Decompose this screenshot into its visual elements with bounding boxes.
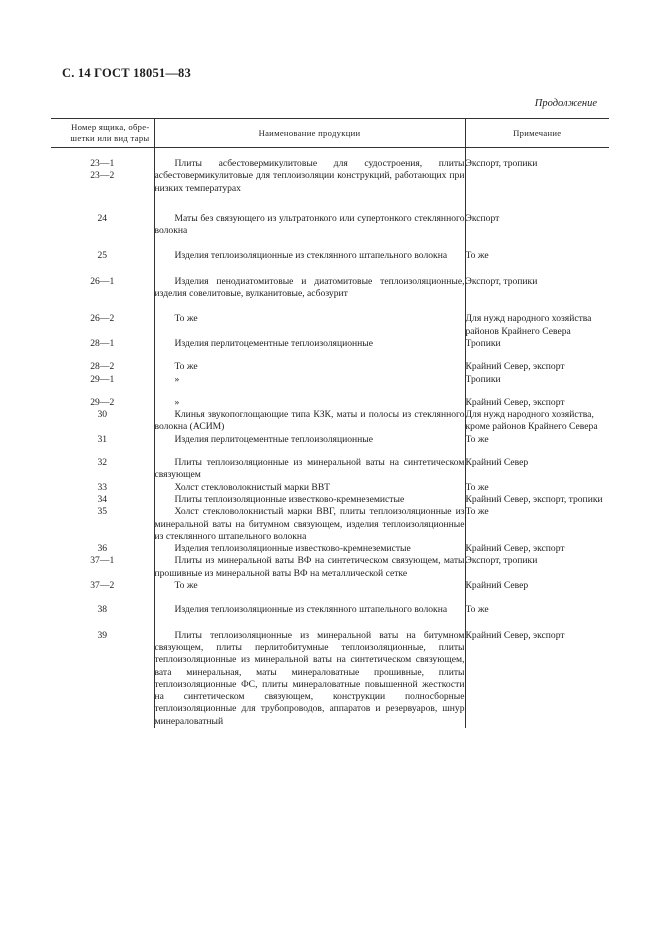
note-text: Экспорт, тропики (465, 555, 538, 567)
product-name-cell (154, 361, 465, 373)
row-number: 34 (97, 493, 108, 505)
note-text: Крайний Север (465, 580, 529, 592)
note-cell (465, 397, 609, 409)
table-row (51, 506, 609, 543)
product-name: Плиты теплоизоляционные известково-кремнеземистые (174, 493, 405, 505)
row-number-cell (51, 148, 154, 213)
row-number: 39 (97, 629, 108, 641)
note-text: Крайний Север, экспорт (465, 396, 565, 408)
product-name: Изделия теплоизоляционные из стеклянного штапельного волокна (174, 250, 448, 262)
row-number-cell (51, 555, 154, 580)
product-name-cell (154, 313, 465, 338)
product-name: Изделия теплоизоляционные из стеклянного штапельного волокна (174, 604, 448, 616)
row-number-cell (51, 213, 154, 251)
row-number-cell (51, 276, 154, 314)
note-cell (465, 604, 609, 629)
product-name: Изделия перлитоцементные теплоизоляционные (174, 433, 373, 445)
note-cell (465, 374, 609, 397)
note-cell (465, 482, 609, 494)
page-header-title: С. 14 ГОСТ 18051—83 (62, 66, 191, 80)
product-name-cell (154, 580, 465, 604)
product-name-cell (154, 434, 465, 457)
product-name: Плиты теплоизоляционные из минеральной ваты на битумном связующем, плиты перлитобитумные теплоизоляционные, плиты теплоизоляционные из минеральной ваты на синтетическом связующем, вата минеральная, маты минераловатные прошивные, плиты теплоизоляционные ФС, плиты минераловатные повышенной жесткости на синтетическом связующем, конструкции полносборные теплоизоляционные для трубопроводов, аппаратов и резервуаров, шнур минераловатный (154, 629, 465, 727)
row-number: 32 (97, 457, 108, 469)
row-number: 30 (97, 409, 108, 421)
table-row (51, 543, 609, 555)
row-number: 26—1 (90, 275, 115, 287)
note-cell (465, 494, 609, 506)
row-number-cell (51, 374, 154, 397)
row-number-cell (51, 630, 154, 728)
product-name: » (174, 396, 180, 408)
products-table (51, 118, 609, 728)
note-text: Крайний Север, экспорт (465, 543, 565, 555)
table-row (51, 555, 609, 580)
note-text: Тропики (465, 373, 501, 385)
product-name: Плиты асбестовермикулитовые для судостроения, плиты асбестовермикулитовые для теплоизоляции конструкций, работающих при низких температурах (154, 158, 465, 194)
note-text: То же (465, 433, 489, 445)
product-name-cell (154, 213, 465, 251)
note-text: Экспорт (465, 212, 500, 224)
row-number-cell (51, 434, 154, 457)
product-name-cell (154, 338, 465, 361)
row-number: 28—1 (90, 337, 115, 349)
note-text: Для нужд народного хозяйства районов Крайнего Севера (465, 313, 592, 337)
row-number-cell (51, 361, 154, 373)
row-number: 38 (97, 604, 108, 616)
product-name-cell (154, 409, 465, 434)
product-name: Изделия пенодиатомитовые и диатомитовые теплоизоляционные, изделия совелитовые, вулканитовые, асбозурит (154, 275, 465, 300)
table-row (51, 338, 609, 361)
row-number-cell (51, 250, 154, 275)
note-text: Крайний Север, экспорт, тропики (465, 493, 603, 505)
note-cell (465, 250, 609, 275)
row-number-cell (51, 338, 154, 361)
product-name: То же (174, 313, 198, 325)
table-row (51, 482, 609, 494)
table-row (51, 148, 609, 213)
row-number: 28—2 (90, 361, 115, 373)
note-text: Тропики (465, 337, 501, 349)
table-row (51, 494, 609, 506)
table-row (51, 276, 609, 314)
note-cell (465, 409, 609, 434)
product-name: Клинья звукопоглощающие типа КЗК, маты и полосы из стеклянного волокна (АСИМ) (154, 409, 465, 433)
product-name-cell (154, 630, 465, 728)
note-cell (465, 148, 609, 213)
note-cell (465, 434, 609, 457)
note-text: Крайний Север (465, 457, 529, 469)
note-cell (465, 213, 609, 251)
note-text: То же (465, 481, 489, 493)
table-row (51, 580, 609, 604)
table-row (51, 457, 609, 482)
product-name-cell (154, 506, 465, 543)
row-number: 33 (97, 481, 108, 493)
product-name: Маты без связующего из ультратонкого или супертонкого стеклянного волокна (154, 212, 465, 237)
note-text: Для нужд народного хозяйства, кроме районов Крайнего Севера (465, 409, 598, 433)
product-name-cell (154, 250, 465, 275)
row-number: 26—2 (90, 313, 115, 325)
note-text: Крайний Север, экспорт (465, 361, 565, 373)
note-text: То же (465, 604, 489, 616)
table-header (51, 119, 609, 148)
row-number: 23—2 (90, 170, 115, 182)
table-row (51, 374, 609, 397)
note-cell (465, 630, 609, 728)
product-name-cell (154, 276, 465, 314)
product-name: Плиты теплоизоляционные из минеральной ваты на синтетическом связующем (154, 457, 465, 481)
note-text: То же (465, 506, 489, 518)
row-number-cell (51, 543, 154, 555)
note-text: Крайний Север, экспорт (465, 629, 565, 641)
row-number: 36 (97, 543, 108, 555)
product-name-cell (154, 397, 465, 409)
product-name-cell (154, 555, 465, 580)
product-name: Плиты из минеральной ваты ВФ на синтетическом связующем, маты прошивные из минеральной ваты ВФ на металлической сетке (154, 555, 465, 579)
note-text: То же (465, 250, 489, 262)
product-name: То же (174, 580, 198, 592)
product-name-cell (154, 543, 465, 555)
column-header-note: Примечание (465, 119, 609, 148)
product-name: То же (174, 361, 198, 373)
product-name: Холст стекловолокнистый марки ВВТ (174, 481, 330, 493)
table-row (51, 313, 609, 338)
row-number-cell (51, 604, 154, 629)
note-text: Экспорт, тропики (465, 158, 538, 169)
note-text: Экспорт, тропики (465, 275, 538, 287)
column-header-product-name: Наименование продукции (154, 119, 465, 148)
row-number: 31 (97, 433, 108, 445)
product-name: » (174, 373, 180, 385)
table-row (51, 604, 609, 629)
product-name-cell (154, 494, 465, 506)
row-number: 24 (97, 212, 108, 224)
note-cell (465, 555, 609, 580)
table-row (51, 361, 609, 373)
table-row (51, 250, 609, 275)
row-number: 37—1 (90, 555, 115, 567)
row-number-cell (51, 506, 154, 543)
row-number: 37—2 (90, 580, 115, 592)
product-name: Изделия теплоизоляционные известково-кремнеземистые (174, 543, 411, 555)
product-name-cell (154, 374, 465, 397)
product-name-cell (154, 604, 465, 629)
product-name-cell (154, 457, 465, 482)
table-body (51, 148, 609, 728)
row-number: 35 (97, 506, 108, 518)
column-header-number: Номер ящика, обре-шетки или вид тары (51, 119, 154, 148)
row-number: 29—1 (90, 373, 115, 385)
row-number: 23—1 (90, 158, 115, 169)
row-number: 29—2 (90, 396, 115, 408)
table-row (51, 630, 609, 728)
note-cell (465, 506, 609, 543)
note-cell (465, 313, 609, 338)
row-number-cell (51, 313, 154, 338)
note-cell (465, 543, 609, 555)
row-number-cell (51, 494, 154, 506)
row-number-cell (51, 409, 154, 434)
product-name-cell (154, 148, 465, 213)
table-row (51, 409, 609, 434)
note-cell (465, 338, 609, 361)
note-cell (465, 457, 609, 482)
row-number-cell (51, 397, 154, 409)
row-number-cell (51, 457, 154, 482)
product-name: Холст стекловолокнистый марки ВВГ, плиты теплоизоляционные из минеральной ваты на битумном связующем, изделия теплоизоляционные из стеклянного штапельного волокна (154, 506, 465, 542)
product-name: Изделия перлитоцементные теплоизоляционные (174, 337, 373, 349)
row-number-cell (51, 580, 154, 604)
table-row (51, 434, 609, 457)
row-number-cell (51, 482, 154, 494)
note-cell (465, 361, 609, 373)
note-cell (465, 276, 609, 314)
table-row (51, 213, 609, 251)
note-cell (465, 580, 609, 604)
row-number: 25 (97, 250, 108, 262)
table-row (51, 397, 609, 409)
product-name-cell (154, 482, 465, 494)
continuation-label: Продолжение (534, 98, 597, 109)
